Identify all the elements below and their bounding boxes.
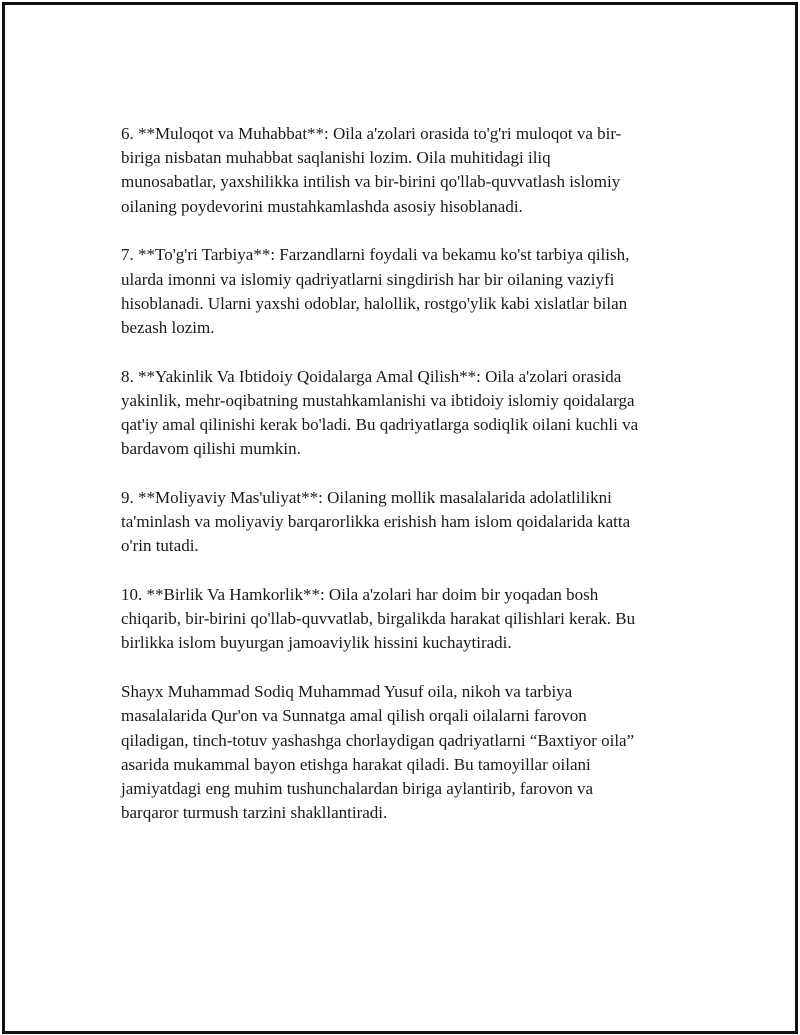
text-line: 6. **Muloqot va Muhabbat**: Oila a'zolari orasida to'g'ri muloqot va bir-: [121, 124, 622, 143]
paragraph-togri-tarbiya: [121, 243, 691, 340]
text-line: chiqarib, bir-birini qo'llab-quvvatlab, birgalikda harakat qilishlari kerak. Bu: [121, 609, 636, 629]
text-line: ularda imonni va islomiy qadriyatlarni singdirish har bir oilaning vaziyfi: [121, 269, 615, 289]
paragraph-yakinlik-qoidalar: [121, 365, 691, 462]
text-line: yakinlik, mehr-oqibatning mustahkamlanishi va ibtidoiy islomiy qoidalarga: [121, 390, 635, 410]
text-line: barqaror turmush tarzini shakllantiradi.: [121, 803, 388, 823]
text-line: biriga nisbatan muhabbat saqlanishi lozim. Oila muhitidagi iliq: [121, 148, 551, 168]
paragraph-birlik-hamkorlik: [121, 583, 691, 656]
text-line: oilaning poydevorini mustahkamlashda asosiy hisoblanadi.: [121, 196, 523, 216]
text-line: birlikka islom buyurgan jamoaviylik hissini kuchaytiradi.: [121, 633, 512, 653]
text-line: 7. **To'g'ri Tarbiya**: Farzandlarni foydali va bekamu ko'st tarbiya qilish,: [121, 245, 630, 265]
text-line: Shayx Muhammad Sodiq Muhammad Yusuf oila, nikoh va tarbiya: [121, 682, 573, 702]
paragraph-moliyaviy-masuliyat: [121, 486, 691, 559]
text-line: asarida mukammal bayon etishga harakat qiladi. Bu tamoyillar oilani: [121, 754, 591, 774]
text-line: masalalarida Qur'on va Sunnatga amal qilish orqali oilalarni farovon: [121, 706, 587, 726]
text-line: bezash lozim.: [121, 317, 215, 337]
paragraph-conclusion: [121, 680, 691, 825]
text-line: qiladigan, tinch-totuv yashashga chorlaydigan qadriyatlarni “Baxtiyor oila”: [121, 730, 635, 750]
text-line: 8. **Yakinlik Va Ibtidoiy Qoidalarga Amal Qilish**: Oila a'zolari orasida: [121, 366, 622, 386]
text-line: ta'minlash va moliyaviy barqarorlikka erishish ham islom qoidalarida katta: [121, 512, 631, 532]
document-body: [121, 122, 691, 850]
paragraph-muloqot-va-muhabbat: [121, 122, 691, 219]
text-line: munosabatlar, yaxshilikka intilish va bir-birini qo'llab-quvvatlash islomiy: [121, 172, 621, 192]
text-line: bardavom qilishi mumkin.: [121, 439, 301, 459]
text-line: o'rin tutadi.: [121, 536, 199, 556]
text-line: 9. **Moliyaviy Mas'uliyat**: Oilaning mollik masalalarida adolatlilikni: [121, 487, 612, 507]
page-frame: [2, 2, 798, 1034]
text-line: jamiyatdagi eng muhim tushunchalardan biriga aylantirib, farovon va: [121, 778, 594, 798]
text-line: 10. **Birlik Va Hamkorlik**: Oila a'zolari har doim bir yoqadan bosh: [121, 585, 599, 605]
text-line: qat'iy amal qilinishi kerak bo'ladi. Bu qadriyatlarga sodiqlik oilani kuchli va: [121, 415, 639, 435]
text-line: hisoblanadi. Ularni yaxshi odoblar, halollik, rostgo'ylik kabi xislatlar bilan: [121, 293, 628, 313]
